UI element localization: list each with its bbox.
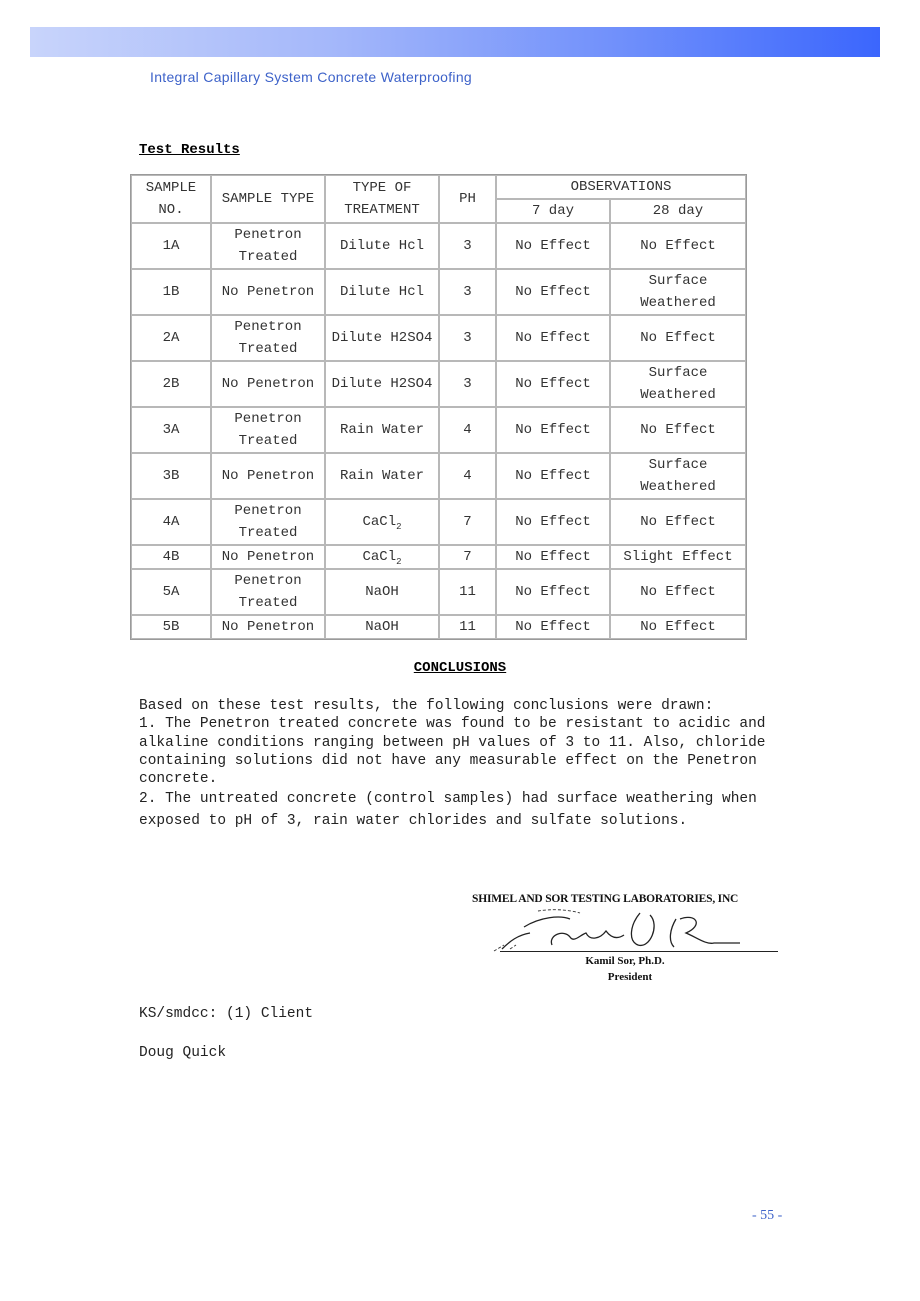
lab-name: SHIMEL AND SOR TESTING LABORATORIES, INC: [472, 893, 739, 905]
conclusions-intro: Based on these test results, the following conclusions were drawn:: [139, 698, 714, 714]
handwritten-signature: [490, 905, 740, 955]
recipient-name: Doug Quick: [139, 1045, 227, 1061]
header-7-day: 7 day: [496, 199, 610, 223]
header-sample-no: SAMPLE NO.: [131, 175, 211, 223]
table-row: 5A Penetron Treated NaOH 11 No Effect No Effect: [131, 569, 746, 615]
signature-line: [500, 951, 778, 952]
document-header-title: Integral Capillary System Concrete Waterproofing: [150, 69, 473, 85]
table-row: 3B No Penetron Rain Water 4 No Effect Surface Weathered: [131, 453, 746, 499]
table-row: 2B No Penetron Dilute H2SO4 3 No Effect Surface Weathered: [131, 361, 746, 407]
conclusions-title: CONCLUSIONS: [413, 660, 507, 676]
table-row: 4B No Penetron CaCl$_2$ 7 No Effect Slight Effect: [131, 545, 746, 569]
header-ph: PH: [439, 175, 496, 223]
header-bar: [30, 27, 880, 57]
table-row: 4A Penetron Treated CaCl$_2$ 7 No Effect No Effect: [131, 499, 746, 545]
header-observations: OBSERVATIONS: [496, 175, 746, 199]
table-row: 3A Penetron Treated Rain Water 4 No Effect No Effect: [131, 407, 746, 453]
conclusion-item-1: 1. The Penetron treated concrete was found to be resistant to acidic and alkaline conditions ranging between pH values of 3 to 11. Also, chloride containing solutions did not have any measurable effect on the Penetron concrete.: [139, 716, 766, 788]
test-results-table: [130, 174, 747, 640]
header-treatment: TYPE OF TREATMENT: [325, 175, 439, 223]
carbon-copy-line: KS/smdcc: (1) Client: [139, 1006, 314, 1022]
header-28-day: 28 day: [610, 199, 746, 223]
table-row: 2A Penetron Treated Dilute H2SO4 3 No Effect No Effect: [131, 315, 746, 361]
header-sample-type: SAMPLE TYPE: [211, 175, 325, 223]
table-row: 1A Penetron Treated Dilute Hcl 3 No Effect No Effect: [131, 223, 746, 269]
table-row: 5B No Penetron NaOH 11 No Effect No Effect: [131, 615, 746, 639]
conclusion-item-2: 2. The untreated concrete (control samples) had surface weathering when exposed to pH of 3, rain water chlorides and sulfate solutions.: [139, 791, 757, 830]
signatory-title: President: [607, 971, 653, 983]
table-row: 1B No Penetron Dilute Hcl 3 No Effect Surface Weathered: [131, 269, 746, 315]
signatory-name: Kamil Sor, Ph.D.: [585, 955, 665, 967]
page-number: - 55 -: [752, 1208, 783, 1223]
signature-block: [470, 893, 780, 988]
conclusions-body: [139, 697, 799, 832]
section-title: Test Results: [139, 142, 240, 158]
